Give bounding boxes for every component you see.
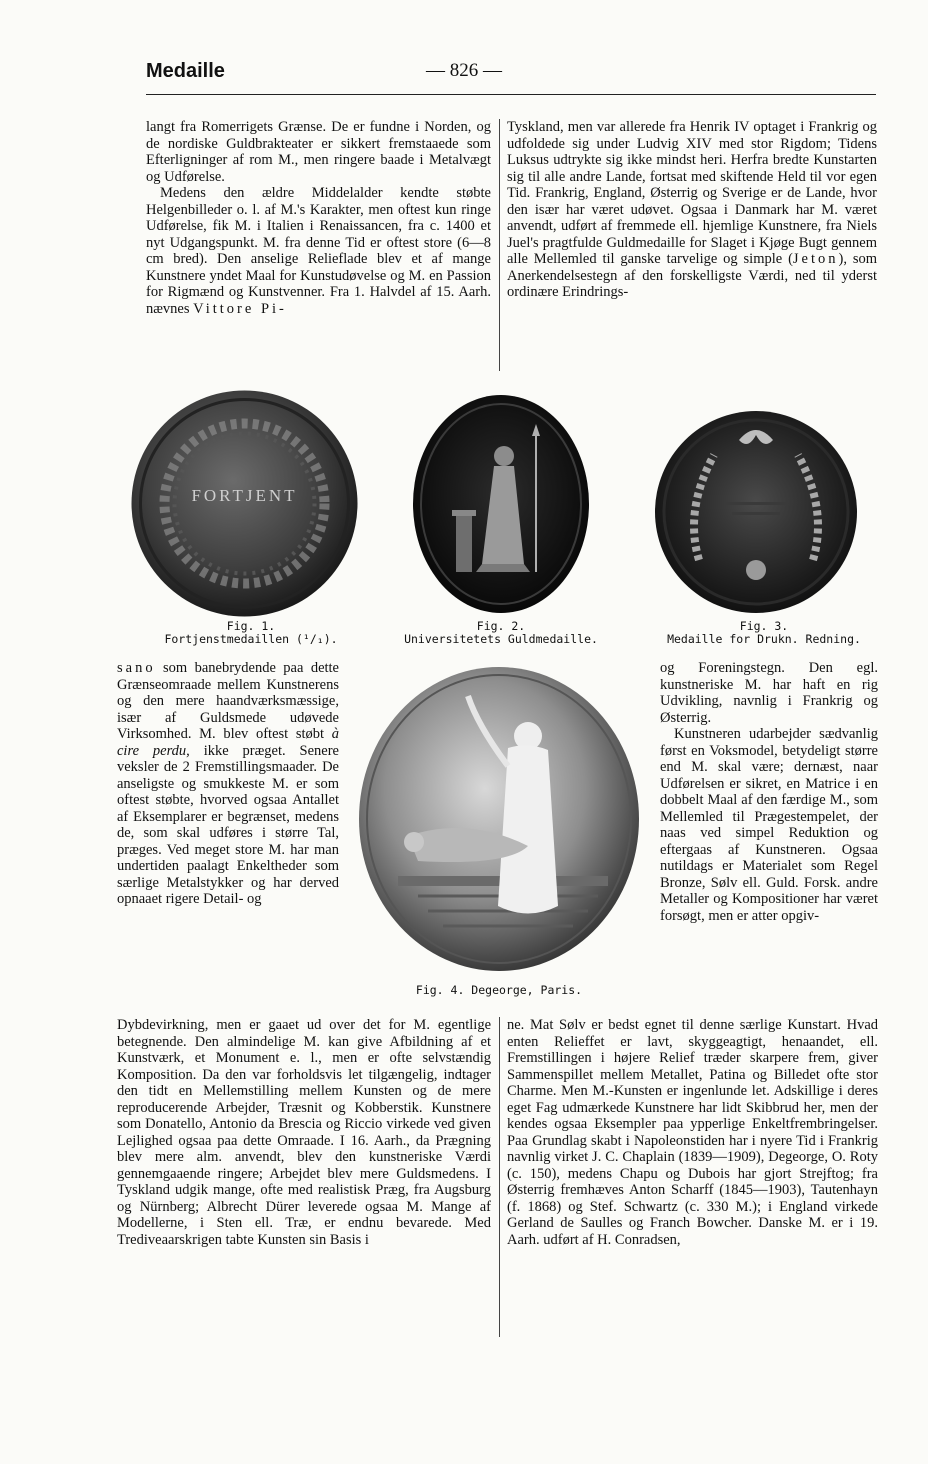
intro-left-text: Medens den ældre Middelalder kendte støbte Helgenbilleder o. l. af M.'s Karakter, men oftest kun ringe Udførelse, fik M. i Italien i Renaissancen, fra c. 1400 et nyt Udgangspunkt. M. fra denne Tid er oftest store (6—8 cm bred). Den anselige Relieflade blev et af mange Kunstnere yndet Maal for Kunstudøvelse og M. en Passion for Rigmænd og Kunstvenner. Fra 1. Halvdel af 15. Aarh. nævnes	[146, 185, 491, 317]
column-divider-bottom	[499, 1017, 500, 1337]
fig4-medal-image	[358, 666, 640, 972]
page-number: — 826 —	[426, 60, 502, 81]
jeton-term: Jeton	[792, 251, 839, 267]
column-divider-top	[499, 119, 500, 371]
middle-right-paragraph-1: og Foreningstegn. Den egl. kunstneriske M. har haft en rig Udvikling, navnlig i Frankrig og Østerrig.	[660, 660, 878, 726]
header-rule	[146, 94, 876, 95]
intro-right-column	[507, 119, 877, 301]
fig3-label: Fig. 3.	[739, 619, 789, 633]
bottom-left-column: Dybdevirkning, men er gaaet ud over det for M. egentlige betegnende. Den almindelige M. kan give Afbildning af et Kunstværk, et Monument e. l., men er ofte selvstændig Komposition. Da den var forholdsvis let tilgængelig, indtager den tidt en Mellemstilling mellem Kunsten og de mere reproducerende Arbejder, Træsnit og Kobberstik. Kunstnere som Donatello, Antonio da Brescia og Riccio virkede ved given Lejlighed ogsaa paa dette Omraade. I 16. Aarh., da Prægning blev mere alm. anvendt, blev den kunstneriske Værdi gennemgaaende ringere; Arbejdet blev mere Guldsmedens. I Tyskland udgik mange, ofte med realistisk Præg, fra Augsburg og Nürnberg; Albrecht Dürer leverede ogsaa M. Mange af Modellerne, i Sten ell. Træ, er endnu bevarede. Med Trediveaarskrigen tabte Kunsten sin Basis i	[117, 1017, 491, 1248]
fig1-label: Fig. 1.	[226, 619, 276, 633]
fig1-inscription: FORTJENT	[191, 486, 298, 505]
middle-left-text-b: ikke præget. Senere veksler de 2 Fremstillingsmaader. De anseligste og smukkeste M. er som oftest støbte, hvorved ogsaa Antallet af Eksemplarer er begrænset, medens de, som skal udføres i større Tal, præges. Ved meget store M. har man undertiden paalagt Enkeltheder som særlige Metalstykker og har derved opnaaet rigere Detail- og	[117, 742, 339, 907]
page-header-title: Medaille	[146, 60, 225, 82]
intro-right-paragraph	[507, 119, 877, 301]
fig3-caption-text: Medaille for Drukn. Redning.	[667, 632, 861, 646]
person-name-sano: sano	[117, 660, 156, 676]
intro-left-paragraph-1: langt fra Romerrigets Grænse. De er fundne i Norden, og de nordiske Guldbrakteater er sikkert fremstaaede som Efterligninger af rom M., men ringere baade i Metalvægt og Udførelse.	[146, 119, 491, 185]
fig4-caption: Fig. 4. Degeorge, Paris.	[415, 983, 583, 997]
middle-left-paragraph	[117, 660, 339, 908]
fig1-caption	[131, 620, 371, 646]
intro-right-text: Tyskland, men var allerede fra Henrik IV optaget i Frankrig og udfoldede sig under Ludvig XIV med stor Rigdom; Tidens Luksus udtrykte sig ikke mindst heri. Herfra bredte Kunstarten sig til alle andre Lande, fortsat med skiftende Held til vor egen Tid. Frankrig, England, Østerrig og Sverige er de Lande, hvor den især har været udøvet. Ogsaa i Danmark har M. været anvendt, udført af fremmede ell. hjemlige Kunstnere, fra Niels Juel's pragtfulde Guldmedaille for Slaget i Kjøge Bugt gennem alle Mellemled til ganske tarvelige og simple (	[507, 119, 877, 267]
fig1-medal-image	[131, 390, 358, 617]
fig2-caption	[386, 620, 616, 646]
person-name-vittore: Vittore Pi-	[193, 300, 287, 317]
fig1-caption-text: Fortjenstmedaillen (¹/₁).	[164, 632, 338, 646]
fig3-caption	[644, 620, 884, 646]
middle-left-column	[117, 660, 339, 908]
fig2-caption-text: Universitetets Guldmedaille.	[404, 632, 598, 646]
intro-left-column	[146, 119, 491, 317]
middle-right-paragraph-2: Kunstneren udarbejder sædvanlig først en Voksmodel, betydeligt større end M. skal være; dernæst, naar Udførelsen er sikret, en Matrice i en dobbelt Maal af den færdige M., som Mellemled til Prægestempelet, der naas ved simpel Reduktion og eftergaas af Kunstneren. Ogsaa nutildags er Materialet som Regel Bronze, Sølv ell. Guld. Forsk. andre Metaller og Kompositioner har været forsøgt, men er atter opgiv-	[660, 726, 878, 924]
fig2-label: Fig. 2.	[476, 619, 526, 633]
fig2-medal-image	[412, 394, 590, 614]
bottom-right-column: ne. Mat Sølv er bedst egnet til denne særlige Kunstart. Hvad enten Relieffet er lavt, skyggeagtigt, henaandet, ell. Fremstillingen i højere Relief træder skarpere frem, giver Sammenspillet mellem Metallet, Patina og Billedet ofte stor Charme. Men M.-Kunsten er ingenlunde let. Adskillige i deres eget Fag udmærkede Kunstnere har lidt Skibbrud her, men der kendes ogsaa Eksempler paa ypperlige Enkeltfrembringelser. Paa Grundlag skabt i Napoleonstiden har i nyere Tid i Frankrig navnlig virket J. C. Chaplain (1839—1909), Degeorge, O. Roty (c. 150), medens Chapu og Dubois har gjort Strejftog; fra Østerrig fremhæves Anton Scharff (1845—1903), Tautenhayn (f. 1868) og Stef. Schwartz (c. 330 M.); i England virkede Gerland de Saulles og Franch Bowcher. Danske M. er i 19. Aarh. udført af H. Conradsen,	[507, 1017, 878, 1248]
fig3-medal-image	[654, 410, 858, 614]
middle-left-text-a: som banebrydende paa dette Grænseomraade mellem Kunstnerens og den mere haandværksmæssige, især af Guldsmede udøvede Virksomhed. M. blev oftest støbt	[117, 660, 339, 742]
middle-right-column	[660, 660, 878, 924]
intro-right-text-end: ), som Anerkendelsestegn af den forskelligste Værdi, ned til yderst ordinære Erindrings-	[507, 251, 878, 300]
intro-left-paragraph-2	[146, 185, 491, 317]
cire-perdu-term: à cire perdu,	[117, 726, 339, 759]
